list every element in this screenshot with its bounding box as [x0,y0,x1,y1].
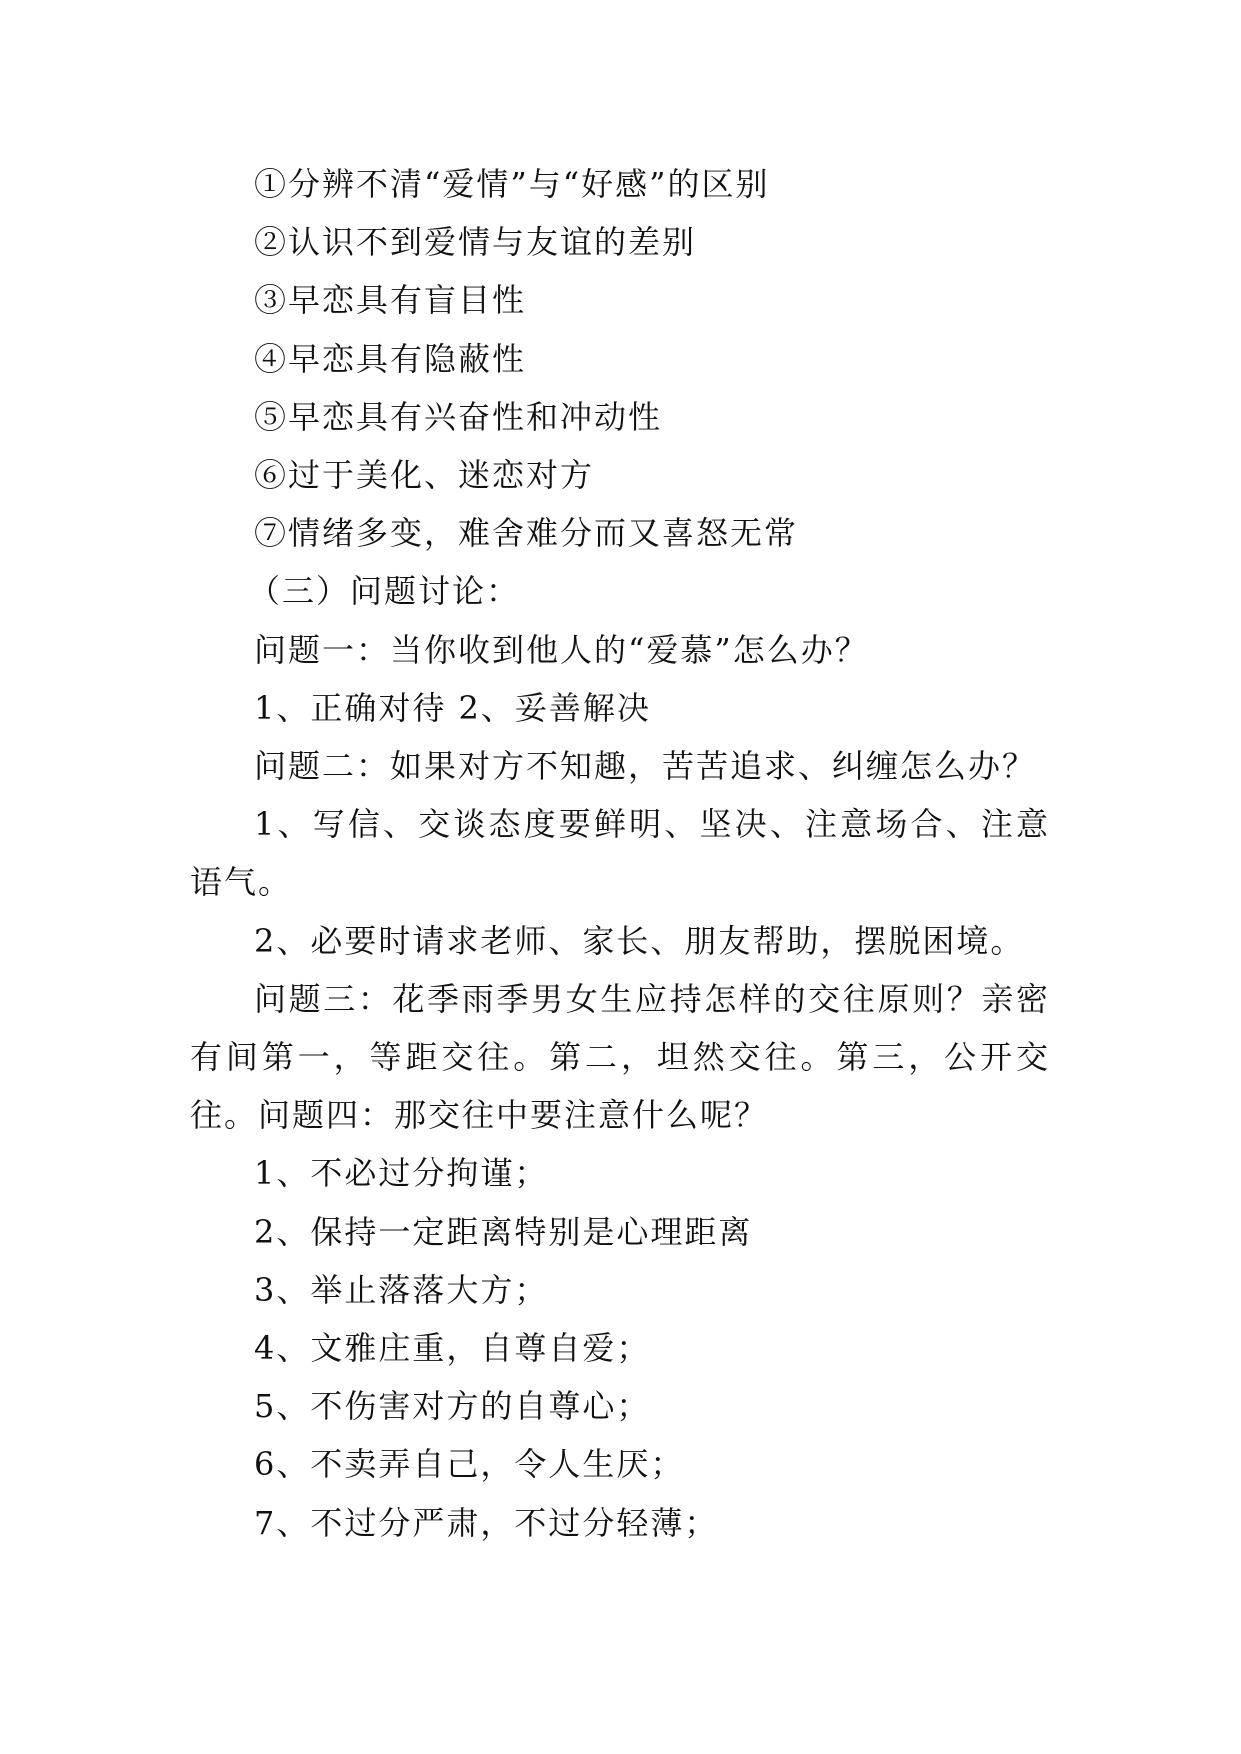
list-item: 7、不过分严肃，不过分轻薄； [254,1503,719,1542]
question-paragraph: 问题二：如果对方不知趣，苦苦追求、纠缠怎么办？ [254,747,1037,786]
list-item: ③早恋具有盲目性 [254,281,527,320]
list-item: ①分辨不清“爱情”与“好感”的区别 [254,165,770,203]
question-paragraph: 问题一：当你收到他人的“爱慕”怎么办？ [254,630,869,669]
list-item: 4、文雅庄重，自尊自爱； [254,1329,651,1368]
question-paragraph: 问题三：花季雨季男女生应持怎样的交往原则？亲密有间第一，等距交往。第二，坦然交往。第三，公开交往。问题四：那交往中要注意什么呢？ [190,979,1050,1135]
list-item: ⑥过于美化、迷恋对方 [254,456,595,495]
list-item: ⑦情绪多变，难舍难分而又喜怒无常 [254,514,799,553]
list-item: 5、不伤害对方的自尊心； [254,1387,651,1426]
section-heading: （三）问题讨论： [248,572,521,611]
list-item: 1、不必过分拘谨； [254,1154,549,1193]
list-item: 2、保持一定距离特别是心理距离 [254,1212,753,1251]
answer-paragraph: 1、正确对待 2、妥善解决 [254,688,651,727]
list-item: ②认识不到爱情与友谊的差别 [254,223,697,262]
list-item: 6、不卖弄自己，令人生厌； [254,1445,685,1484]
document-body [190,155,1050,1552]
answer-paragraph: 1、写信、交谈态度要鲜明、坚决、注意场合、注意语气。 [190,805,1050,902]
list-item: ⑤早恋具有兴奋性和冲动性 [254,397,663,436]
list-item: 3、举止落落大方； [254,1270,549,1309]
answer-paragraph: 2、必要时请求老师、家长、朋友帮助，摆脱困境。 [254,921,1025,960]
list-item: ④早恋具有隐蔽性 [254,339,527,378]
